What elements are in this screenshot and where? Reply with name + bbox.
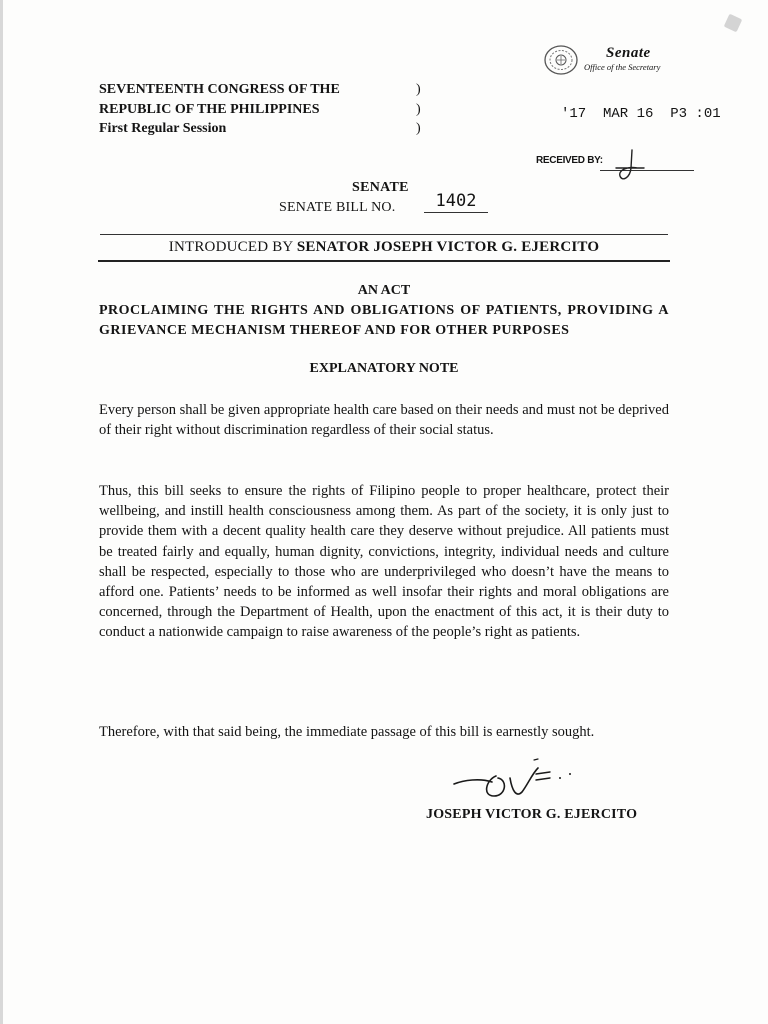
- act-title: PROCLAIMING THE RIGHTS AND OBLIGATIONS OF PATIENTS, PROVIDING A GRIEVANCE MECHANISM THEREOF AND FOR OTHER PURPOSES: [99, 303, 669, 338]
- congress-header: [99, 80, 340, 139]
- paragraph-3: Therefore, with that said being, the immediate passage of this bill is earnestly sought.: [99, 724, 595, 740]
- paragraph-1: Every person shall be given appropriate health care based on their needs and must not be deprived of their right without discrimination regardless of their social status.: [99, 402, 669, 439]
- paren-1: ): [416, 82, 421, 97]
- divider-bottom: [98, 260, 670, 262]
- bill-number: 1402: [424, 191, 488, 213]
- introduced-by: [98, 239, 670, 256]
- received-by-label: RECEIVED BY:: [536, 155, 603, 166]
- paren-2: ): [416, 101, 421, 117]
- stamp-office-label: Office of the Secretary: [584, 62, 661, 72]
- handwritten-signature: [452, 756, 582, 806]
- stamp-senate-label: Senate: [606, 45, 651, 61]
- divider-top: [100, 234, 668, 235]
- bill-number-label: SENATE BILL NO.: [279, 200, 396, 215]
- introducer-name: SENATOR JOSEPH VICTOR G. EJERCITO: [296, 239, 600, 255]
- introduced-by-prefix: INTRODUCED BY: [168, 239, 297, 255]
- stamp-timestamp: '17 MAR 16 P3 :01: [561, 106, 721, 122]
- signer-name: JOSEPH VICTOR G. EJERCITO: [426, 807, 638, 822]
- senate-seal-icon: [543, 44, 579, 76]
- explanatory-note-heading: EXPLANATORY NOTE: [309, 361, 459, 376]
- received-initial-signature: [612, 148, 648, 190]
- senate-heading: SENATE: [352, 180, 409, 195]
- header-parentheses: [416, 80, 421, 139]
- paragraph-2: Thus, this bill seeks to ensure the rights of Filipino people to proper healthcare, protect their wellbeing, and instill health consciousness among them. As part of the society, it is only just to provide them with a decent quality health care they deserve without prejudice. All patients must be treated fairly and equally, human dignity, convictions, integrity, individual needs and culture shall be respected, especially to those who are underprivileged who doesn’t have the means to afford one. Patients’ needs to be informed as well insofar their rights and moral obligations are concerned, through the Department of Health, upon the enactment of this act, it is their duty to conduct a nationwide campaign to raise awareness of the people’s right as patients.: [99, 483, 669, 641]
- congress-line-2: REPUBLIC OF THE PHILIPPINES: [99, 101, 320, 117]
- scan-edge: [0, 0, 3, 1024]
- scan-mark: [724, 14, 743, 33]
- act-heading: AN ACT: [357, 283, 411, 298]
- congress-line-1: SEVENTEENTH CONGRESS OF THE: [99, 82, 340, 97]
- session-line: First Regular Session: [99, 121, 227, 136]
- paren-3: ): [416, 121, 421, 136]
